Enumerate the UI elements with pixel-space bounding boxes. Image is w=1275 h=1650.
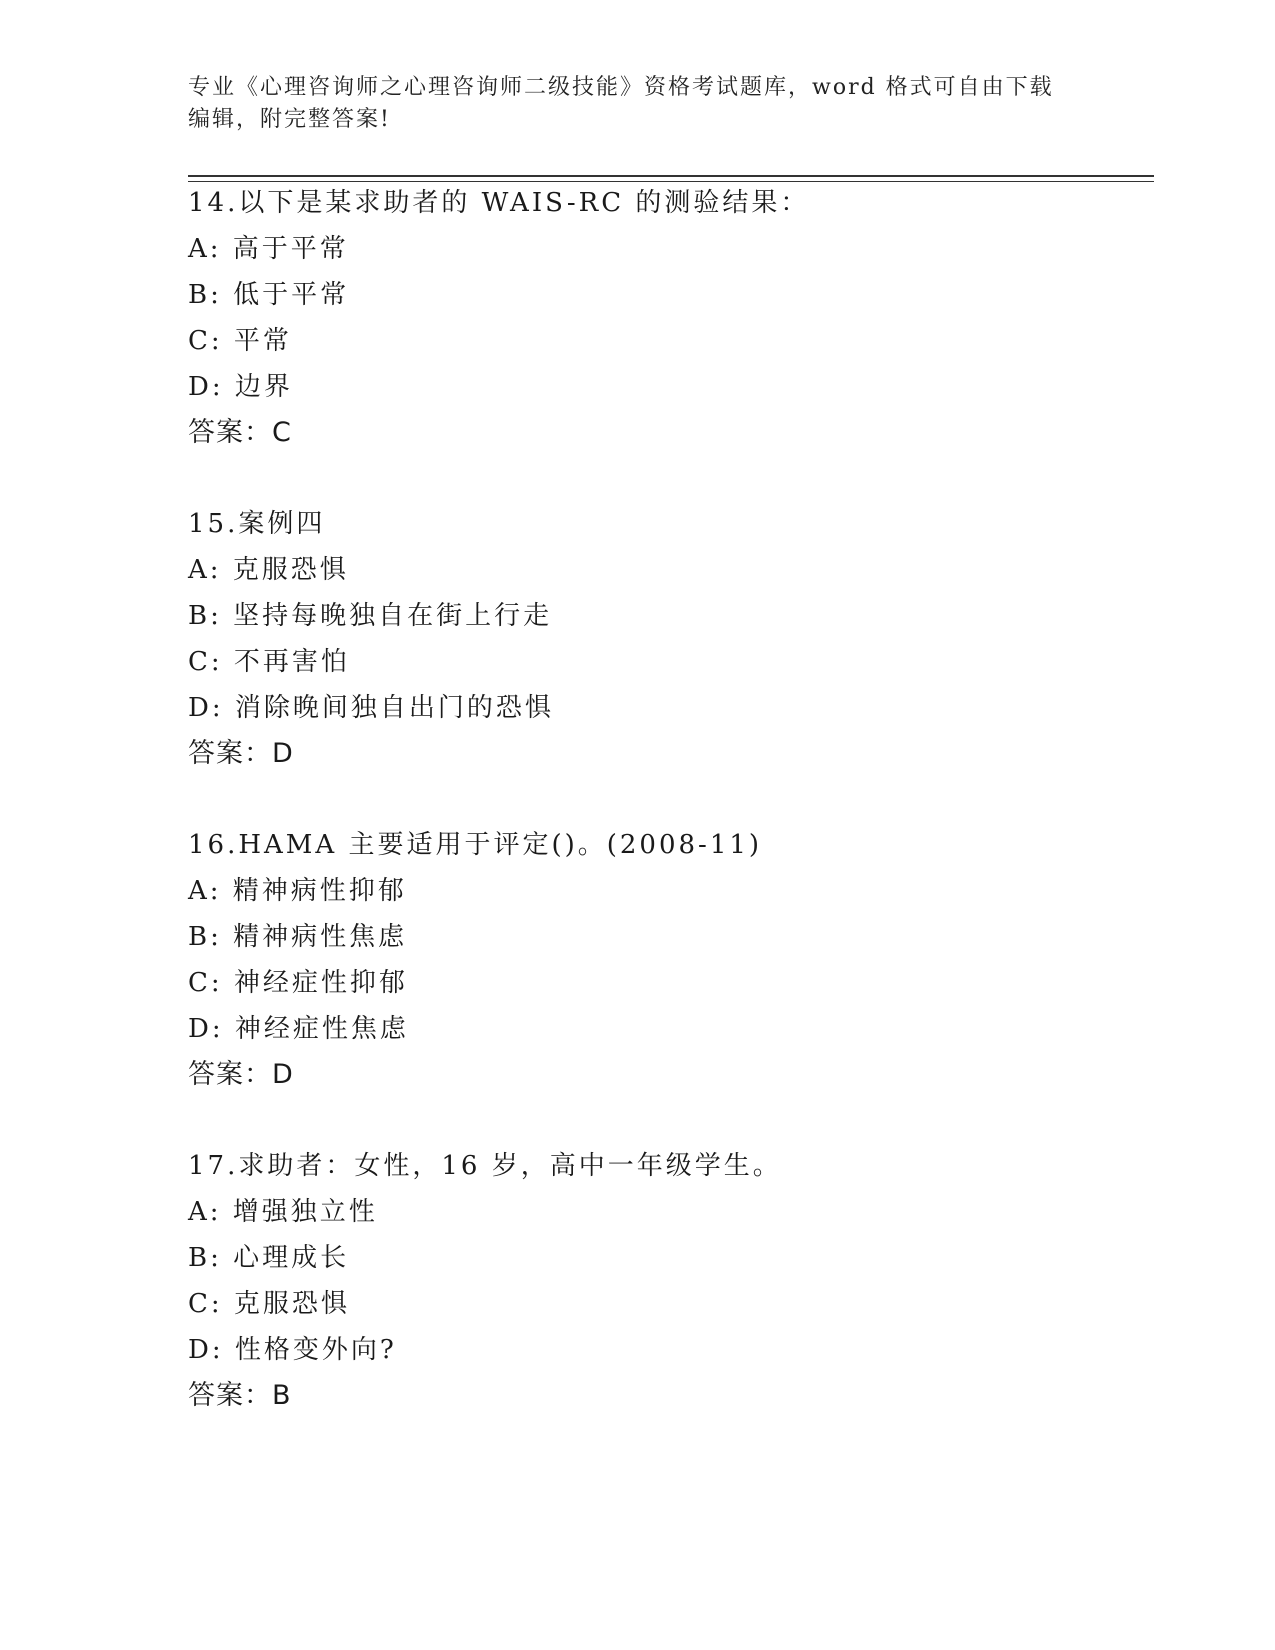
question-16 (188, 822, 1168, 1098)
header-divider-thick (188, 175, 1154, 177)
option-c: C: 神经症性抑郁 (188, 968, 408, 998)
question-17 (188, 1143, 1168, 1419)
option-b: B: 精神病性焦虑 (188, 922, 408, 952)
option-c: C: 克服恐惧 (188, 1289, 350, 1319)
option-a: A: 克服恐惧 (188, 555, 349, 585)
option-b: B: 坚持每晚独自在街上行走 (188, 601, 553, 631)
question-stem: 17.求助者：女性，16 岁，高中一年级学生。 (188, 1151, 782, 1181)
question-14 (188, 180, 1168, 456)
answer: 答案：D (188, 1059, 294, 1090)
option-b: B: 低于平常 (188, 280, 350, 310)
option-d: D: 边界 (188, 372, 293, 402)
answer: 答案：D (188, 738, 294, 769)
option-d: D: 消除晚间独自出门的恐惧 (188, 693, 554, 723)
option-a: A: 精神病性抑郁 (188, 876, 407, 906)
answer: 答案：B (188, 1380, 292, 1411)
option-d: D: 性格变外向? (188, 1335, 397, 1365)
header-line-2: 编辑，附完整答案! (188, 107, 391, 132)
question-stem: 14.以下是某求助者的 WAIS-RC 的测验结果： (188, 188, 810, 218)
option-d: D: 神经症性焦虑 (188, 1014, 409, 1044)
answer: 答案：C (188, 417, 292, 448)
option-c: C: 平常 (188, 326, 292, 356)
question-stem: 16.HAMA 主要适用于评定()。(2008-11) (188, 830, 763, 860)
document-header (188, 72, 1088, 136)
option-b: B: 心理成长 (188, 1243, 350, 1273)
option-a: A: 高于平常 (188, 234, 349, 264)
header-line-1: 专业《心理咨询师之心理咨询师二级技能》资格考试题库，word 格式可自由下载 (188, 75, 1054, 100)
option-a: A: 增强独立性 (188, 1197, 378, 1227)
question-15 (188, 501, 1168, 777)
option-c: C: 不再害怕 (188, 647, 350, 677)
question-stem: 15.案例四 (188, 509, 326, 539)
